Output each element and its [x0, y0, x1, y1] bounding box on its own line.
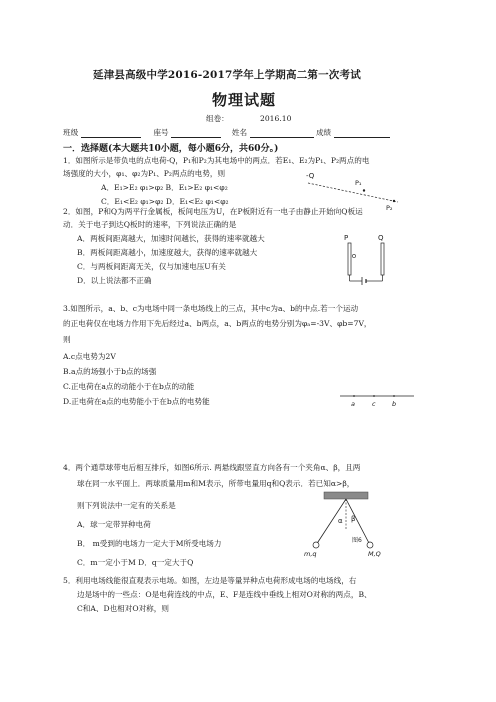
q2-line1: 2．如图，P和Q为两平行金属板，板间电压为U，在P板附近有一电子由静止开始向Q板运 — [63, 207, 363, 216]
q4-line2: 球在同一水平面上．两球质量用m和M表示，所带电量用q和Q表示．若已知α>β， — [77, 479, 355, 488]
q1-line1: 1．如图所示是带负电的点电荷-Q，P₁和P₂为其电场中的两点．若E₁、E₂为P₁、P₂两点的电 — [63, 156, 370, 165]
author-label: 组卷： — [206, 114, 229, 123]
class-label: 班级 — [63, 128, 79, 137]
q4-line1: 4．两个通草球带电后相互排斥，如图6所示. 两悬线跟竖直方向各有一个夹角α、β，且两 — [63, 463, 361, 472]
q4-fig-beta: β — [351, 515, 356, 523]
q1-options-ab: A．E₁>E₂ φ₁>φ₂ B．E₁>E₂ φ₁<φ₂ — [101, 183, 228, 192]
q2-fig-p: P — [344, 234, 349, 242]
q3-line1: 3.如图所示，a、b、c为电场中同一条电场线上的三点，其中c为a、b的中点.若一个运动 — [63, 304, 359, 313]
q4-option-b: B． m受到的电场力一定大于M所受电场力 — [77, 539, 222, 548]
q4-line3: 则下列说法中一定有的关系是 — [77, 501, 176, 510]
class-blank[interactable] — [81, 128, 141, 138]
q3-line2: 的正电荷仅在电场力作用下先后经过a、b两点，a、b两点的电势分别为φₐ=-3V、φb=7V， — [63, 319, 372, 328]
q3-option-d: D.正电荷在a点的电势能小于在b点的电势能 — [63, 397, 210, 406]
q3-option-a: A.c点电势为2V — [63, 352, 116, 361]
q4-figure — [298, 490, 398, 560]
name-label: 姓名 — [231, 128, 248, 137]
school-exam-title: 延津县高级中学2016-2017学年上学期高二第一次考试 — [93, 69, 361, 81]
q5-line1: 5．利用电场线能很直观表示电场。如图，左边是等量异种点电荷形成电场的电场线，右 — [63, 576, 357, 585]
q4-fig-alpha: α — [338, 517, 343, 525]
q1-line2: 场强度的大小，φ₁、φ₂为P₁、P₂两点的电势，则 — [63, 169, 226, 178]
q4-options-cd: C．m一定小于M D．q一定大于Q — [77, 558, 194, 567]
q1-fig-charge: -Q — [306, 172, 315, 180]
q2-line2: 动．关于电子到达Q板时的速率，下列说法正确的是 — [63, 220, 237, 229]
info-line — [63, 127, 390, 138]
seat-label: 座号 — [153, 128, 169, 137]
q2-fig-q: Q — [378, 234, 384, 242]
q3-fig-a: a — [351, 400, 355, 408]
q1-fig-p2: P₂ — [386, 204, 393, 212]
name-blank[interactable] — [250, 128, 314, 138]
q1-options-cd: C．E₁<E₂ φ₁>φ₂ D．E₁<E₂ φ₁<φ₂ — [101, 197, 229, 206]
score-blank[interactable] — [334, 128, 390, 138]
exam-date: 2016.10 — [260, 114, 292, 123]
score-label: 成绩 — [315, 128, 332, 137]
q2-option-d: D．以上说法都不正确 — [77, 276, 152, 285]
q4-option-a: A．球一定带异种电荷 — [77, 520, 151, 529]
seat-blank[interactable] — [171, 128, 221, 138]
q5-line2: 边是场中的一些点：O是电荷连线的中点，E、F是连线中垂线上相对O对称的两点，B、 — [77, 590, 372, 599]
q3-line3: 则 — [63, 335, 71, 344]
q2-option-a: A．两板间距离越大，加速时间越长，获得的速率就越大 — [77, 234, 265, 243]
q3-fig-b: b — [392, 400, 397, 408]
q4-fig-caption: 图6 — [352, 537, 362, 544]
q3-option-c: C.正电荷在a点的动能小于在b点的动能 — [63, 382, 195, 391]
q2-option-c: C．与两板间距离无关，仅与加速电压U有关 — [77, 262, 226, 271]
q4-fig-mq: m,q — [304, 550, 317, 558]
q3-fig-c: c — [372, 400, 376, 408]
q4-fig-MQ: M,Q — [368, 550, 381, 558]
subject-title: 物理试题 — [212, 91, 277, 109]
q5-line3: C和A、D也相对O对称，则 — [77, 604, 169, 613]
q2-figure — [336, 230, 400, 286]
section-heading: 一．选择题(本大题共10小题，每小题6分，共60分。) — [63, 144, 279, 154]
q2-option-b: B．两板间距离越小，加速度越大，获得的速率就越大 — [77, 248, 258, 257]
q3-option-b: B.a点的场强小于b点的场强 — [63, 367, 157, 376]
q3-figure — [338, 388, 418, 410]
q1-fig-p1: P₁ — [355, 179, 362, 187]
